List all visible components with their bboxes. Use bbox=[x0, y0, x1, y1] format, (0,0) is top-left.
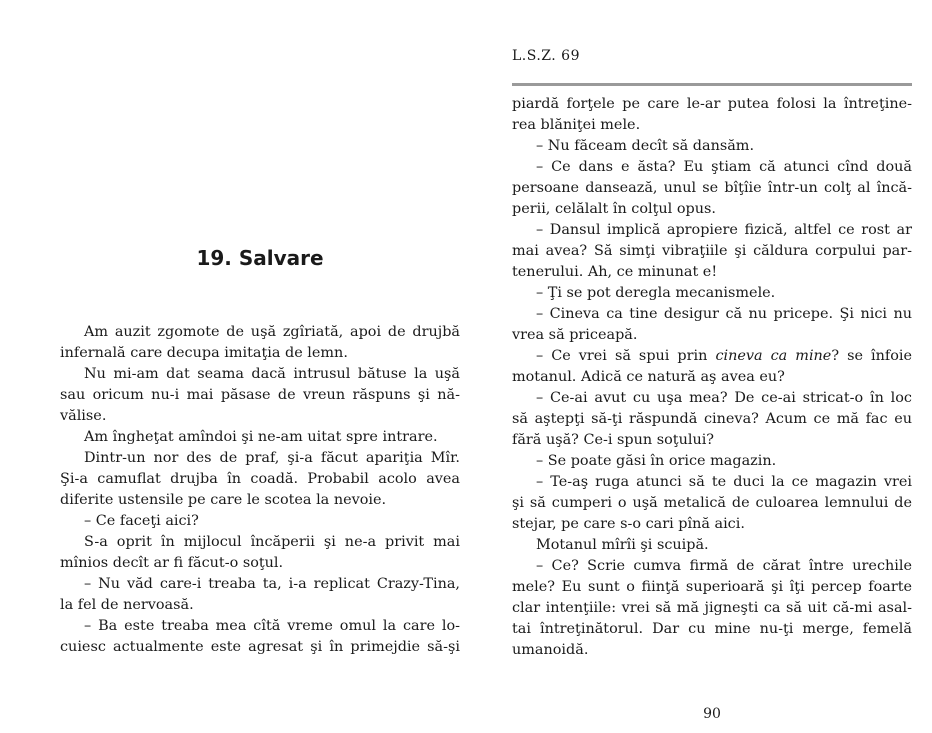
text-line: – Te-aş ruga atunci să te duci la ce magazin vrei bbox=[536, 474, 912, 490]
italic-text-segment: cineva ca mine bbox=[715, 348, 832, 364]
text-segment: – Ce vrei să spui prin bbox=[536, 348, 716, 364]
text-line: Dintr-un nor des de praf, şi-a făcut apariţia Mîr. bbox=[84, 450, 460, 466]
text-line: perii, celălalt în colţul opus. bbox=[512, 201, 716, 217]
chapter-title: 19. Salvare bbox=[196, 246, 324, 270]
text-line: fără uşă? Ce-i spun soţului? bbox=[512, 432, 715, 448]
text-line: vălise. bbox=[60, 408, 107, 424]
text-line bbox=[512, 346, 912, 367]
text-line: rea blăniţei mele. bbox=[512, 117, 641, 133]
text-line: stejar, pe care s-o cari pînă aici. bbox=[512, 516, 745, 532]
text-line: Şi-a camuflat drujba în coadă. Probabil acolo avea bbox=[60, 471, 460, 487]
text-line: – Nu văd care-i treaba ta, i-a replicat Crazy-Tina, bbox=[84, 576, 460, 592]
text-line: Nu mi-am dat seama dacă intrusul bătuse la uşă bbox=[84, 366, 460, 382]
text-line: umanoidă. bbox=[512, 642, 589, 658]
right-page-text bbox=[512, 94, 912, 661]
text-line: – Cineva ca tine desigur că nu pricepe. Şi nici nu bbox=[536, 306, 912, 322]
text-line: – Ce-ai avut cu uşa mea? De ce-ai stricat-o în loc bbox=[536, 390, 912, 406]
text-line: să aştepţi să-ţi răspundă cineva? Acum ce mă fac eu bbox=[512, 411, 912, 427]
text-line: cuiesc actualmente este agresat şi în primejdie să-şi bbox=[60, 639, 460, 655]
text-line: – Ce faceţi aici? bbox=[84, 513, 199, 529]
text-line: Am auzit zgomote de uşă zgîriată, apoi de drujbă bbox=[84, 324, 460, 340]
text-line: – Dansul implică apropiere fizică, altfel ce rost ar bbox=[536, 222, 912, 238]
text-segment: ? se înfoie bbox=[831, 348, 912, 364]
text-line: S-a oprit în mijlocul încăperii şi ne-a privit mai bbox=[84, 534, 460, 550]
text-line: piardă forţele pe care le-ar putea folosi la întreţine- bbox=[512, 96, 912, 112]
text-line: persoane dansează, unul se bîţîie într-un colţ al încă- bbox=[512, 180, 912, 196]
text-line: tenerului. Ah, ce minunat e! bbox=[512, 264, 718, 280]
text-line: – Nu făceam decît să dansăm. bbox=[536, 138, 755, 154]
header-rule bbox=[512, 83, 912, 86]
running-head: L.S.Z. 69 bbox=[512, 48, 580, 64]
left-page-text bbox=[60, 322, 460, 658]
text-line: – Ce dans e ăsta? Eu ştiam că atunci cînd două bbox=[536, 159, 912, 175]
text-line: mînios decît ar fi făcut-o soţul. bbox=[60, 555, 284, 571]
text-line: Motanul mîrîi şi scuipă. bbox=[536, 537, 709, 553]
text-line: Am îngheţat amîndoi şi ne-am uitat spre intrare. bbox=[84, 429, 438, 445]
text-line: motanul. Adică ce natură aş avea eu? bbox=[512, 369, 785, 385]
text-line: mai avea? Să simţi vibraţiile şi căldura corpului par- bbox=[512, 243, 912, 259]
text-line: infernală care decupa imitaţia de lemn. bbox=[60, 345, 348, 361]
text-line: – Ba este treaba mea cîtă vreme omul la care lo- bbox=[84, 618, 460, 634]
text-line: tai întreţinătorul. Dar cu mine nu-ţi merge, femelă bbox=[512, 621, 912, 637]
text-line: – Ţi se pot deregla mecanismele. bbox=[536, 285, 776, 301]
text-line: – Ce? Scrie cumva firmă de cărat între urechile bbox=[536, 558, 912, 574]
page-number: 90 bbox=[703, 706, 721, 722]
text-line: vrea să priceapă. bbox=[512, 327, 638, 343]
text-line: la fel de nervoasă. bbox=[60, 597, 194, 613]
text-line: – Se poate găsi în orice magazin. bbox=[536, 453, 777, 469]
text-line: clar intenţiile: vrei să mă jigneşti ca să uit că-mi asal- bbox=[512, 600, 912, 616]
text-line: mele? Eu sunt o fiinţă superioară şi îţi percep foarte bbox=[512, 579, 912, 595]
text-line: diferite ustensile pe care le scotea la nevoie. bbox=[60, 492, 387, 508]
text-line: şi să cumperi o uşă metalică de culoarea lemnului de bbox=[512, 495, 912, 511]
text-line: sau oricum nu-i mai păsase de vreun răspuns şi nă- bbox=[60, 387, 460, 403]
